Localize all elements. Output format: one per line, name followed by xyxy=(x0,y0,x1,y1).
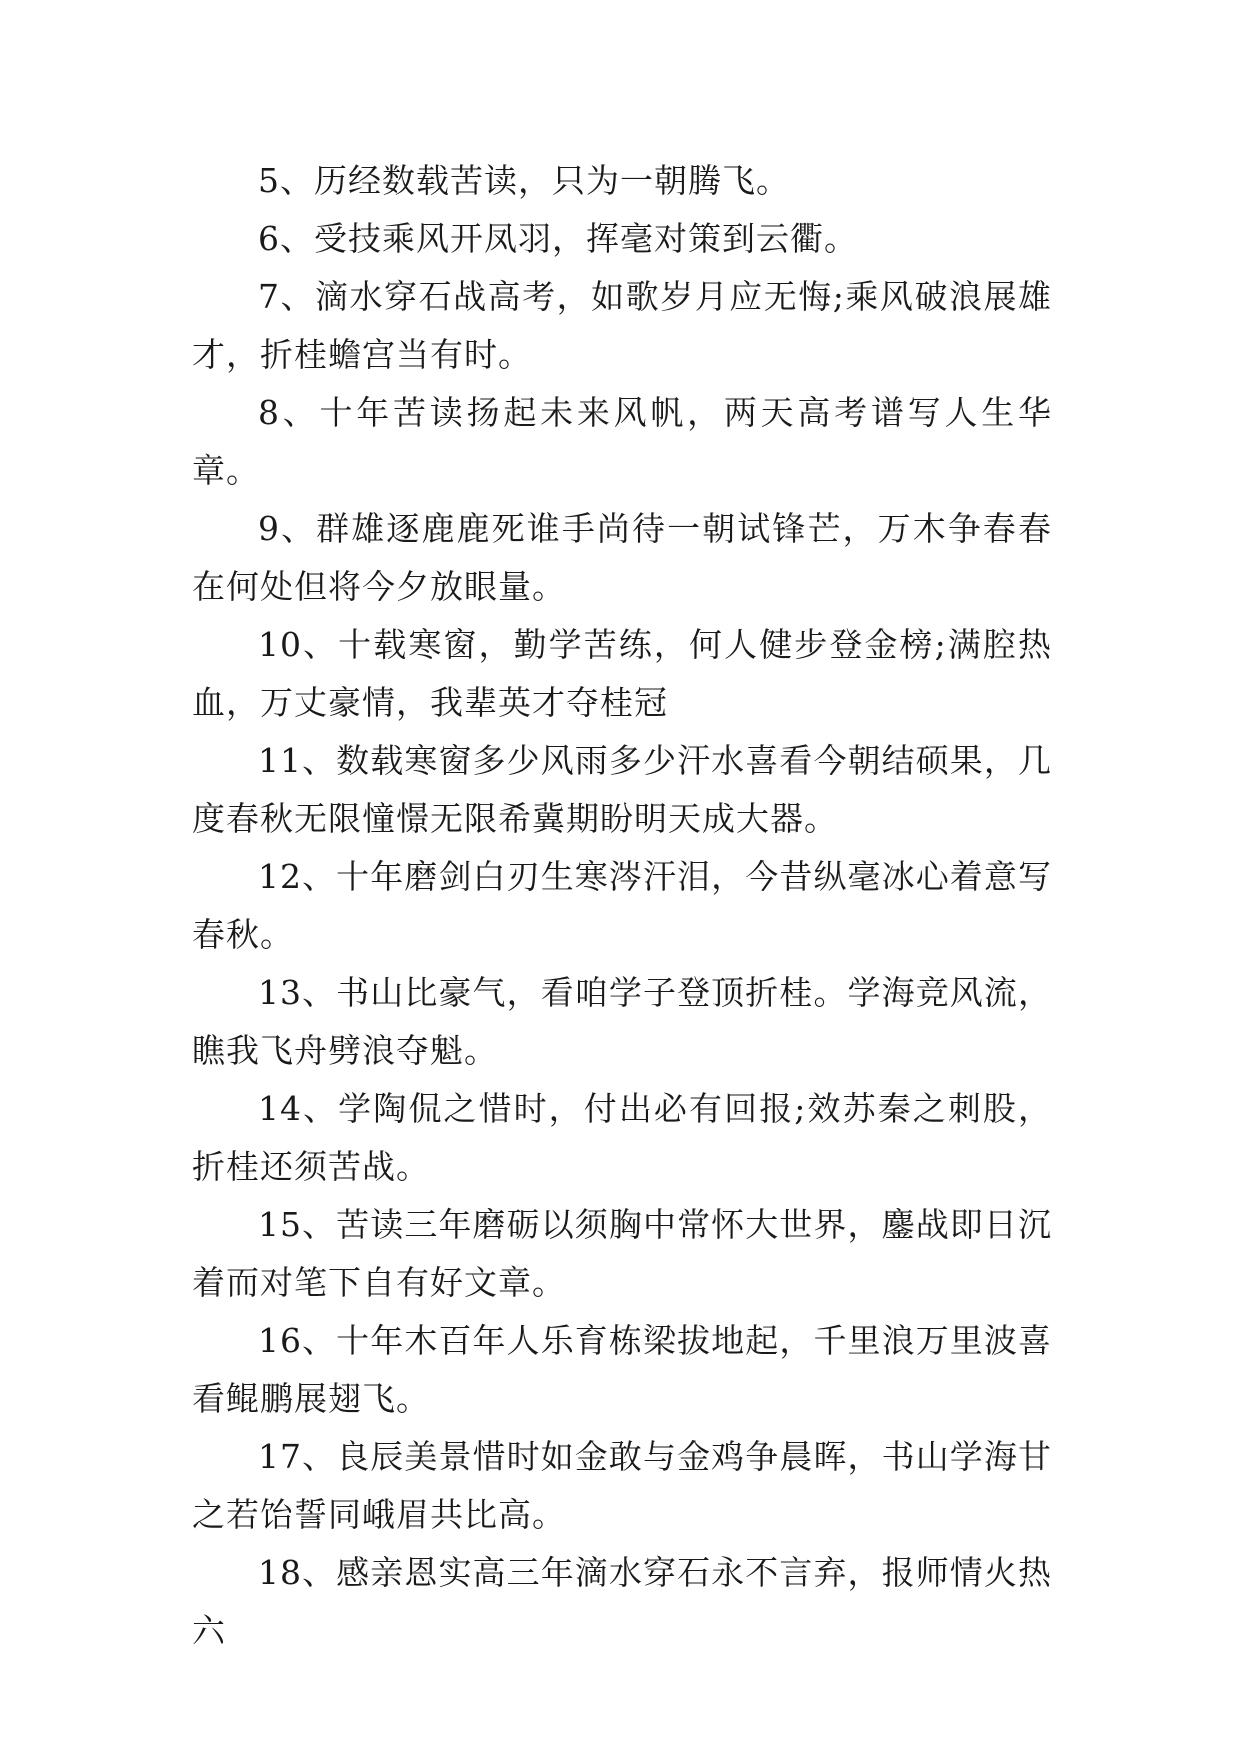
paragraph-17: 17、良辰美景惜时如金敢与金鸡争晨晖，书山学海甘之若饴誓同峨眉共比高。 xyxy=(192,1437,1052,1534)
paragraph-14: 14、学陶侃之惜时，付出必有回报;效苏秦之刺股，折桂还须苦战。 xyxy=(192,1089,1052,1186)
paragraph-18: 18、感亲恩实高三年滴水穿石永不言弃，报师情火热六 xyxy=(192,1553,1052,1650)
paragraph-6: 6、受技乘风开凤羽，挥毫对策到云衢。 xyxy=(258,219,858,258)
paragraph-7: 7、滴水穿石战高考，如歌岁月应无悔;乘风破浪展雄才，折桂蟾宫当有时。 xyxy=(192,277,1052,374)
paragraph-16: 16、十年木百年人乐育栋梁拔地起，千里浪万里波喜看鲲鹏展翅飞。 xyxy=(192,1321,1052,1418)
paragraph-8: 8、十年苦读扬起未来风帆，两天高考谱写人生华章。 xyxy=(192,393,1052,490)
paragraph-12: 12、十年磨剑白刃生寒涔汗泪，今昔纵毫冰心着意写春秋。 xyxy=(192,857,1052,954)
paragraph-13: 13、书山比豪气，看咱学子登顶折桂。学海竞风流，瞧我飞舟劈浪夺魁。 xyxy=(192,973,1052,1070)
paragraph-11: 11、数载寒窗多少风雨多少汗水喜看今朝结硕果，几度春秋无限憧憬无限希冀期盼明天成大器。 xyxy=(192,741,1052,838)
paragraph-5: 5、历经数载苦读，只为一朝腾飞。 xyxy=(258,161,790,200)
paragraph-10: 10、十载寒窗，勤学苦练，何人健步登金榜;满腔热血，万丈豪情，我辈英才夺桂冠 xyxy=(192,625,1052,722)
document-body xyxy=(192,152,1052,1660)
paragraph-15: 15、苦读三年磨砺以须胸中常怀大世界，鏖战即日沉着而对笔下自有好文章。 xyxy=(192,1205,1052,1302)
paragraph-9: 9、群雄逐鹿鹿死谁手尚待一朝试锋芒，万木争春春在何处但将今夕放眼量。 xyxy=(192,509,1052,606)
